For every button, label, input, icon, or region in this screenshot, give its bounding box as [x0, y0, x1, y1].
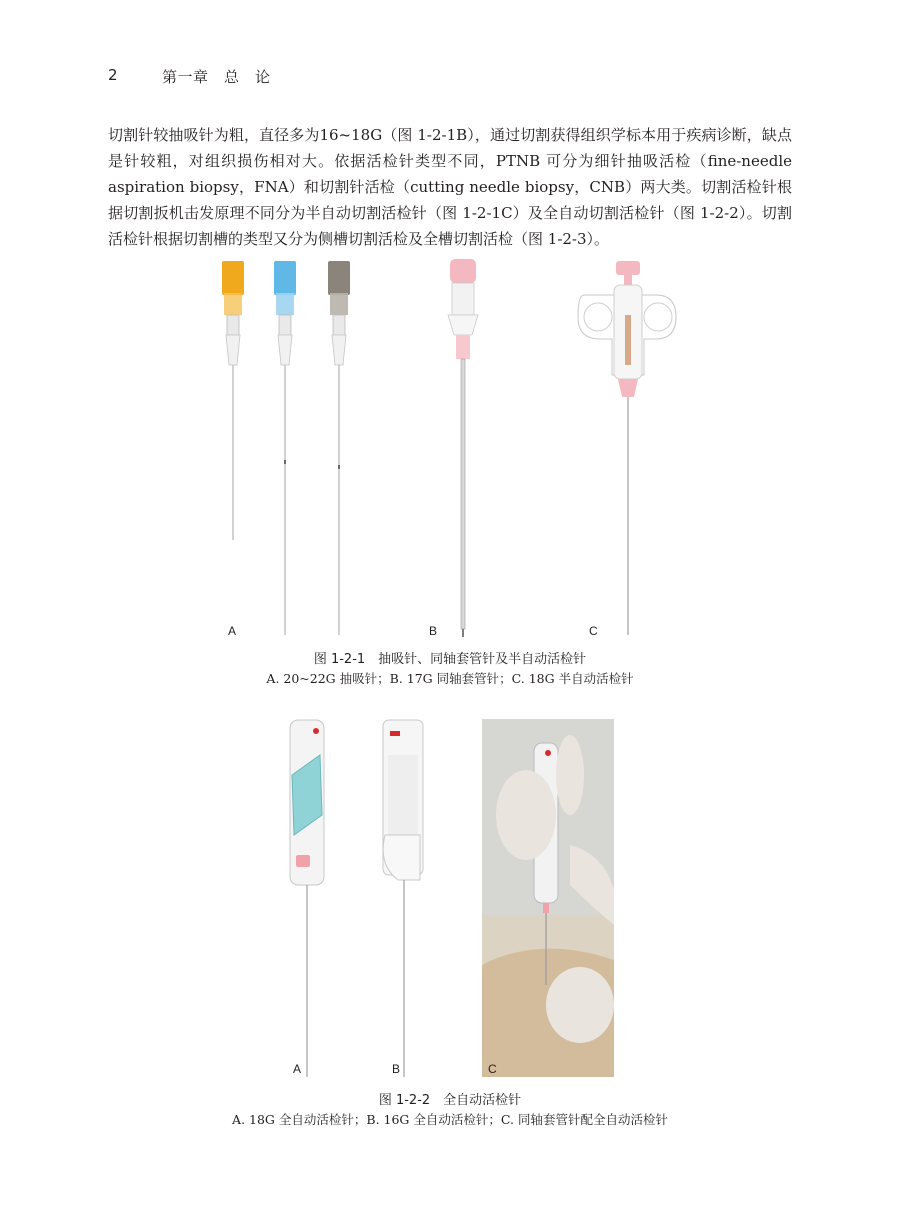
figure-1-2-2-label-a: A [293, 1062, 302, 1076]
figure-1-2-1-image [200, 255, 700, 645]
figure-1-2-1-subtitle: A. 20~22G 抽吸针；B. 17G 同轴套管针；C. 18G 半自动活检针 [266, 671, 634, 686]
figure-1-2-2-label-c: C [488, 1062, 497, 1076]
aspiration-needle-gray [328, 261, 350, 635]
chapter-title: 第一章 总 论 [162, 68, 271, 86]
body-paragraph [108, 122, 792, 252]
coaxial-auto-gun-photo [482, 719, 614, 1077]
figure-1-2-2-subtitle: A. 18G 全自动活检针；B. 16G 全自动活检针；C. 同轴套管针配全自动活检针 [232, 1112, 668, 1127]
auto-biopsy-gun-18g [290, 720, 324, 1077]
aspiration-needle-yellow [222, 261, 244, 540]
semi-auto-biopsy-needle [578, 261, 676, 635]
figure-1-2-2-image [280, 715, 620, 1080]
paragraph-text: 切割针较抽吸针为粗，直径多为16~18G（图 1-2-1B），通过切割获得组织学标本用于疾病诊断，缺点是针较粗，对组织损伤相对大。依据活检针类型不同，PTNB 可分为细针抽吸活检（fine-needle aspiration biopsy，FNA）和切割针活检（cutting needle biopsy，CNB）两大类。切割活检针根据切割扳机击发原理不同分为半自动切割活检针（图 1-2-1C）及全自动切割活检针（图 1-2-2）。切割活检针根据切割槽的类型又分为侧槽切割活检及全槽切割活检（图 1-2-3）。 [108, 126, 792, 248]
figure-1-2-2-title: 图 1-2-2 全自动活检针 [378, 1093, 522, 1108]
aspiration-needle-blue [274, 261, 296, 635]
coaxial-needle [448, 259, 478, 637]
figure-1-2-1-label-c: C [589, 624, 598, 638]
figure-1-2-1-label-b: B [429, 624, 438, 638]
figure-1-2-2-label-b: B [392, 1062, 401, 1076]
page-number: 2 [108, 66, 118, 84]
auto-biopsy-gun-16g [383, 720, 423, 1077]
figure-1-2-1-title: 图 1-2-1 抽吸针、同轴套管针及半自动活检针 [313, 652, 587, 667]
figure-1-2-1-label-a: A [228, 624, 237, 638]
